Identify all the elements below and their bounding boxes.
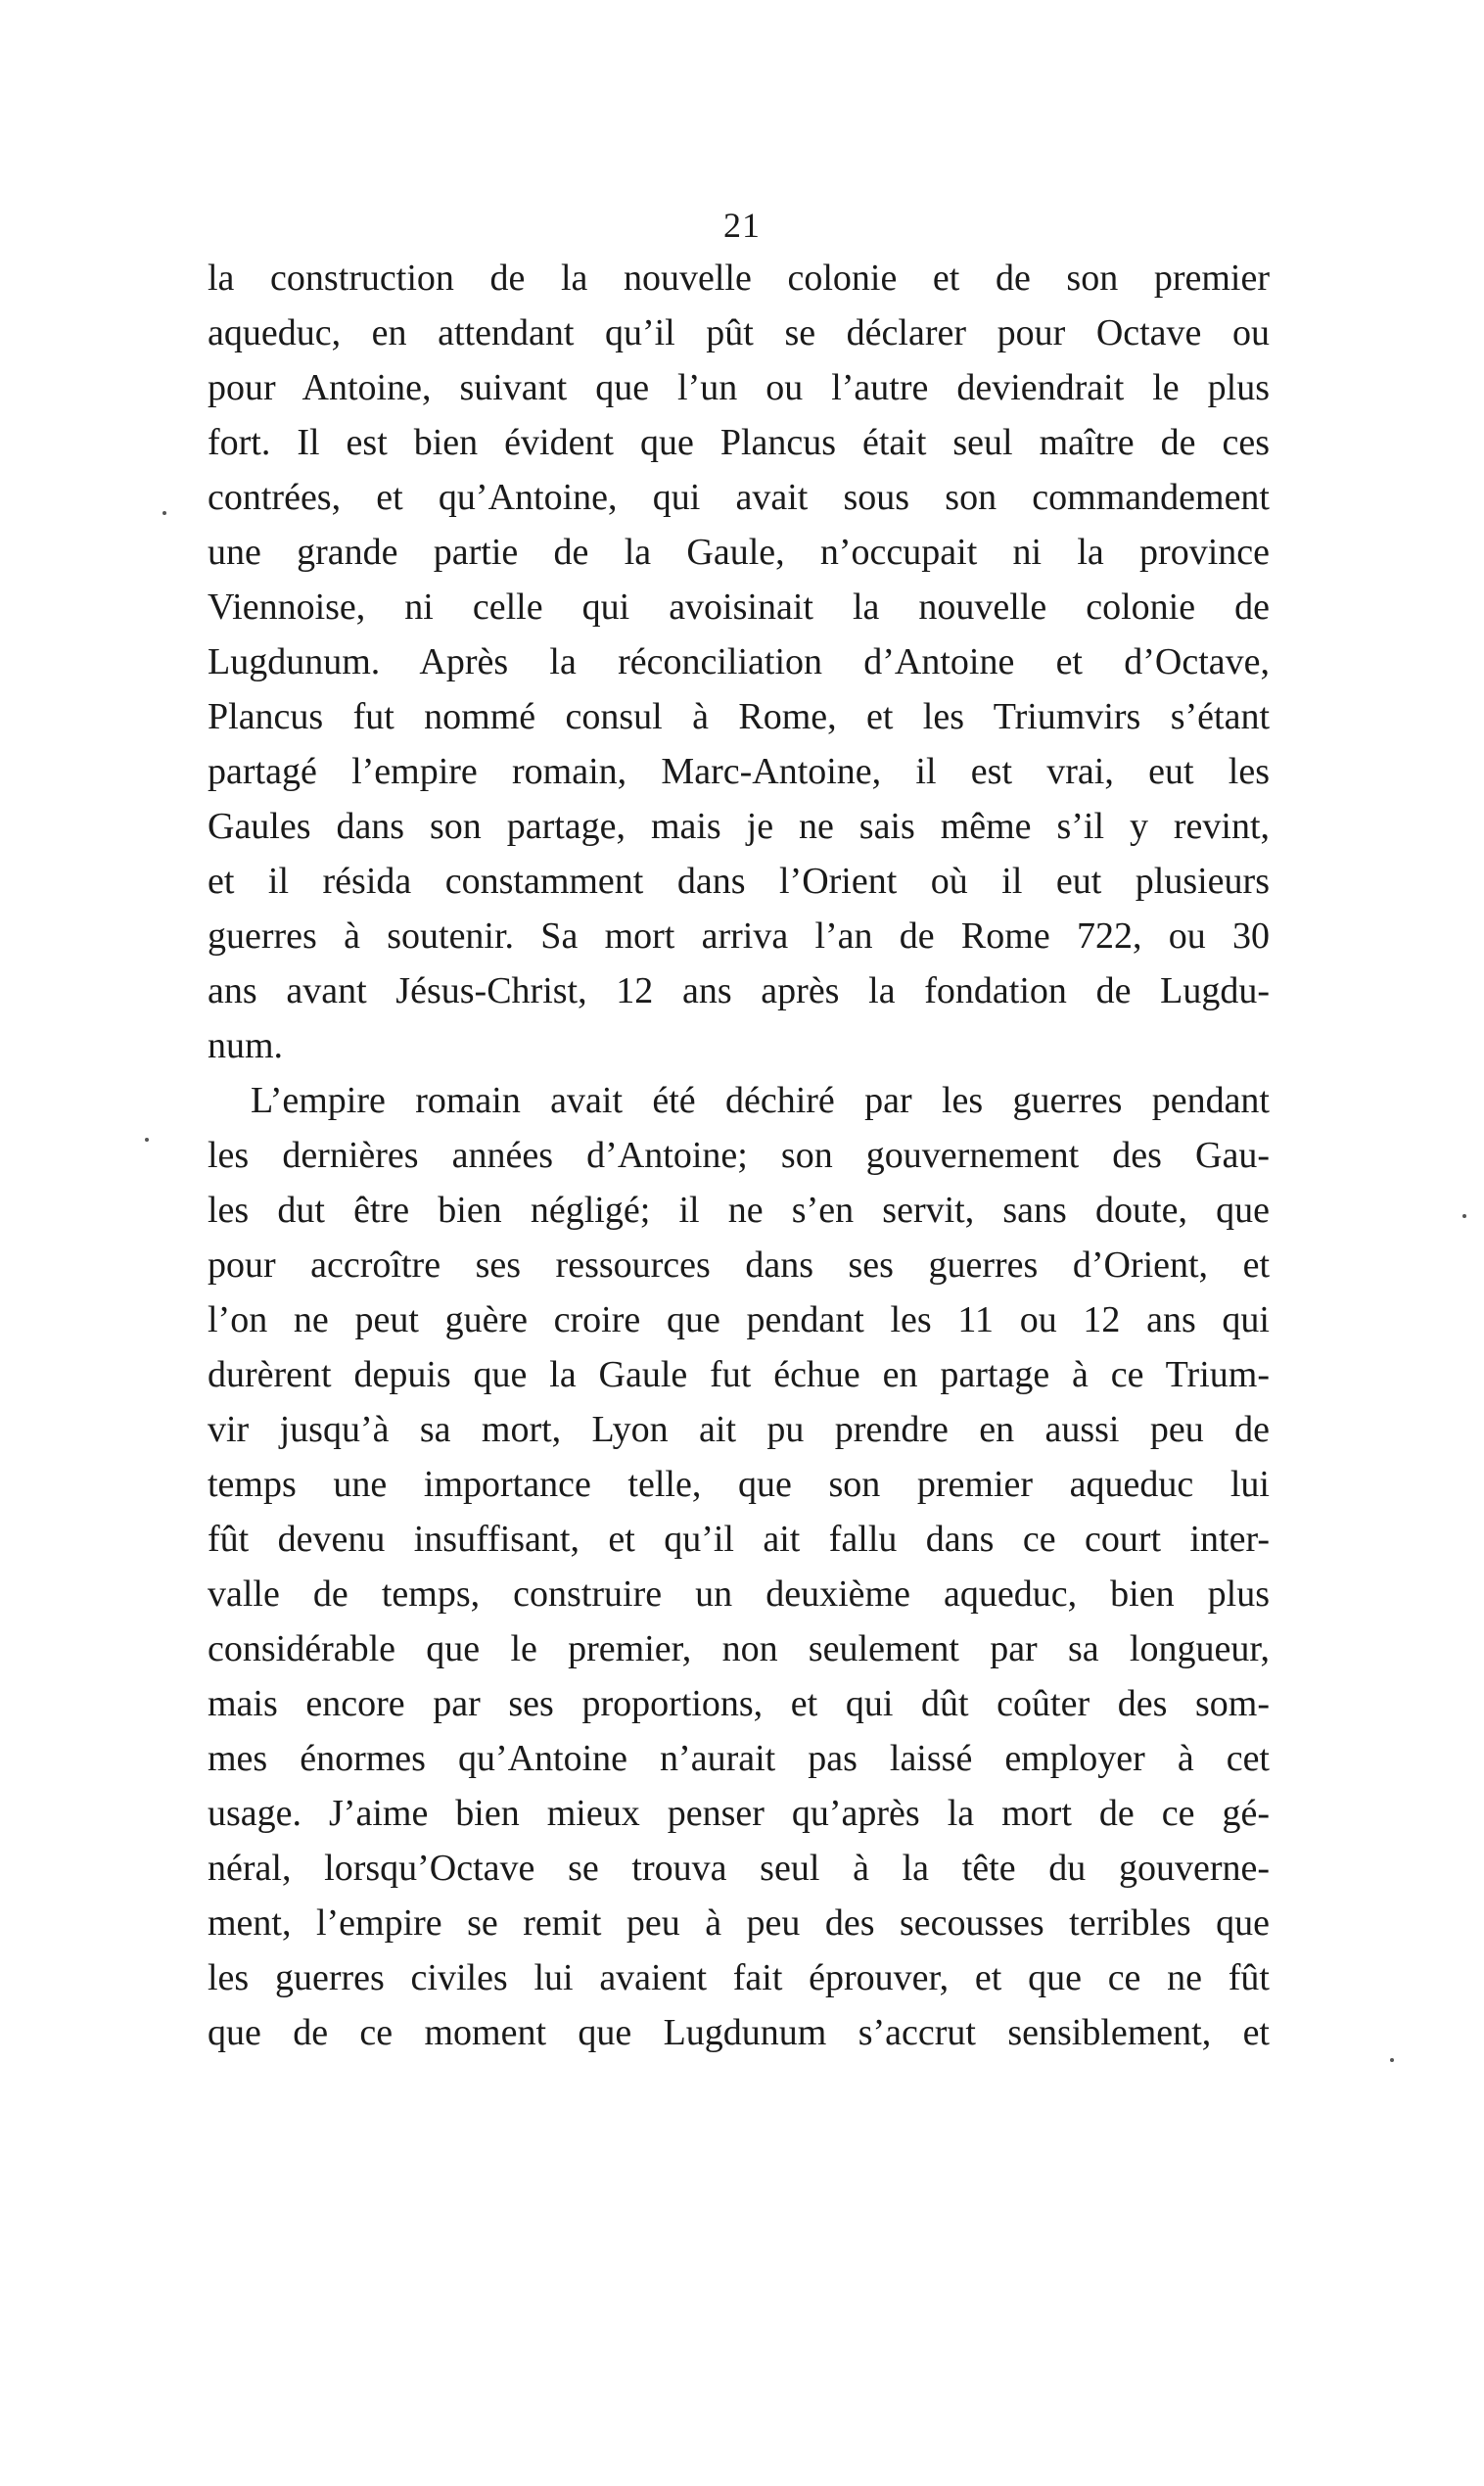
scan-speck [145,1138,149,1142]
scan-speck [1462,1214,1466,1218]
text-line: les guerres civiles lui avaient fait éprouver, et que ce ne fût [208,1957,1270,1998]
body-text [208,251,1270,2060]
text-line: pour Antoine, suivant que l’un ou l’autre deviendrait le plus [208,367,1270,408]
page-number: 21 [723,206,761,245]
text-line: durèrent depuis que la Gaule fut échue en partage à ce Trium- [208,1354,1270,1395]
text-line: les dut être bien négligé; il ne s’en servit, sans doute, que [208,1190,1270,1231]
text-line: que de ce moment que Lugdunum s’accrut sensiblement, et [208,2012,1270,2053]
text-line: aqueduc, en attendant qu’il pût se déclarer pour Octave ou [208,312,1270,353]
text-line: la construction de la nouvelle colonie et de son premier [208,258,1270,299]
text-line: Viennoise, ni celle qui avoisinait la nouvelle colonie de [208,586,1270,628]
text-line: usage. J’aime bien mieux penser qu’après la mort de ce gé- [208,1793,1270,1834]
text-line: pour accroître ses ressources dans ses guerres d’Orient, et [208,1244,1270,1286]
paragraph-1 [208,251,1270,1073]
text-line: néral, lorsqu’Octave se trouva seul à la tête du gouverne- [208,1848,1270,1889]
text-line: une grande partie de la Gaule, n’occupait ni la province [208,532,1270,573]
text-line: num. [208,1025,284,1066]
text-line: vir jusqu’à sa mort, Lyon ait pu prendre en aussi peu de [208,1409,1270,1450]
text-line: fort. Il est bien évident que Plancus était seul maître de ces [208,422,1270,463]
scan-speck [1390,2058,1394,2062]
text-line: les dernières années d’Antoine; son gouvernement des Gau- [208,1135,1270,1176]
text-line: ans avant Jésus-Christ, 12 ans après la fondation de Lugdu- [208,970,1270,1011]
text-line: guerres à soutenir. Sa mort arriva l’an de Rome 722, ou 30 [208,915,1270,957]
text-line: temps une importance telle, que son premier aqueduc lui [208,1464,1270,1505]
text-line: valle de temps, construire un deuxième aqueduc, bien plus [208,1573,1270,1615]
text-line: mes énormes qu’Antoine n’aurait pas laissé employer à cet [208,1738,1270,1779]
text-line: ment, l’empire se remit peu à peu des secousses terribles que [208,1902,1270,1944]
scan-speck [162,511,166,515]
paragraph-2 [208,1073,1270,2060]
text-line: fût devenu insuffisant, et qu’il ait fallu dans ce court inter- [208,1519,1270,1560]
text-line: contrées, et qu’Antoine, qui avait sous son commandement [208,477,1270,518]
text-line: Gaules dans son partage, mais je ne sais même s’il y revint, [208,806,1270,847]
text-line: partagé l’empire romain, Marc-Antoine, il est vrai, eut les [208,751,1270,792]
text-line: considérable que le premier, non seulement par sa longueur, [208,1628,1270,1669]
text-line: Lugdunum. Après la réconciliation d’Antoine et d’Octave, [208,641,1270,682]
text-line: mais encore par ses proportions, et qui dût coûter des som- [208,1683,1270,1724]
text-line: l’on ne peut guère croire que pendant les 11 ou 12 ans qui [208,1299,1270,1340]
text-line: Plancus fut nommé consul à Rome, et les Triumvirs s’étant [208,696,1270,737]
text-line: L’empire romain avait été déchiré par les guerres pendant [251,1080,1270,1121]
text-line: et il résida constamment dans l’Orient où il eut plusieurs [208,861,1270,902]
